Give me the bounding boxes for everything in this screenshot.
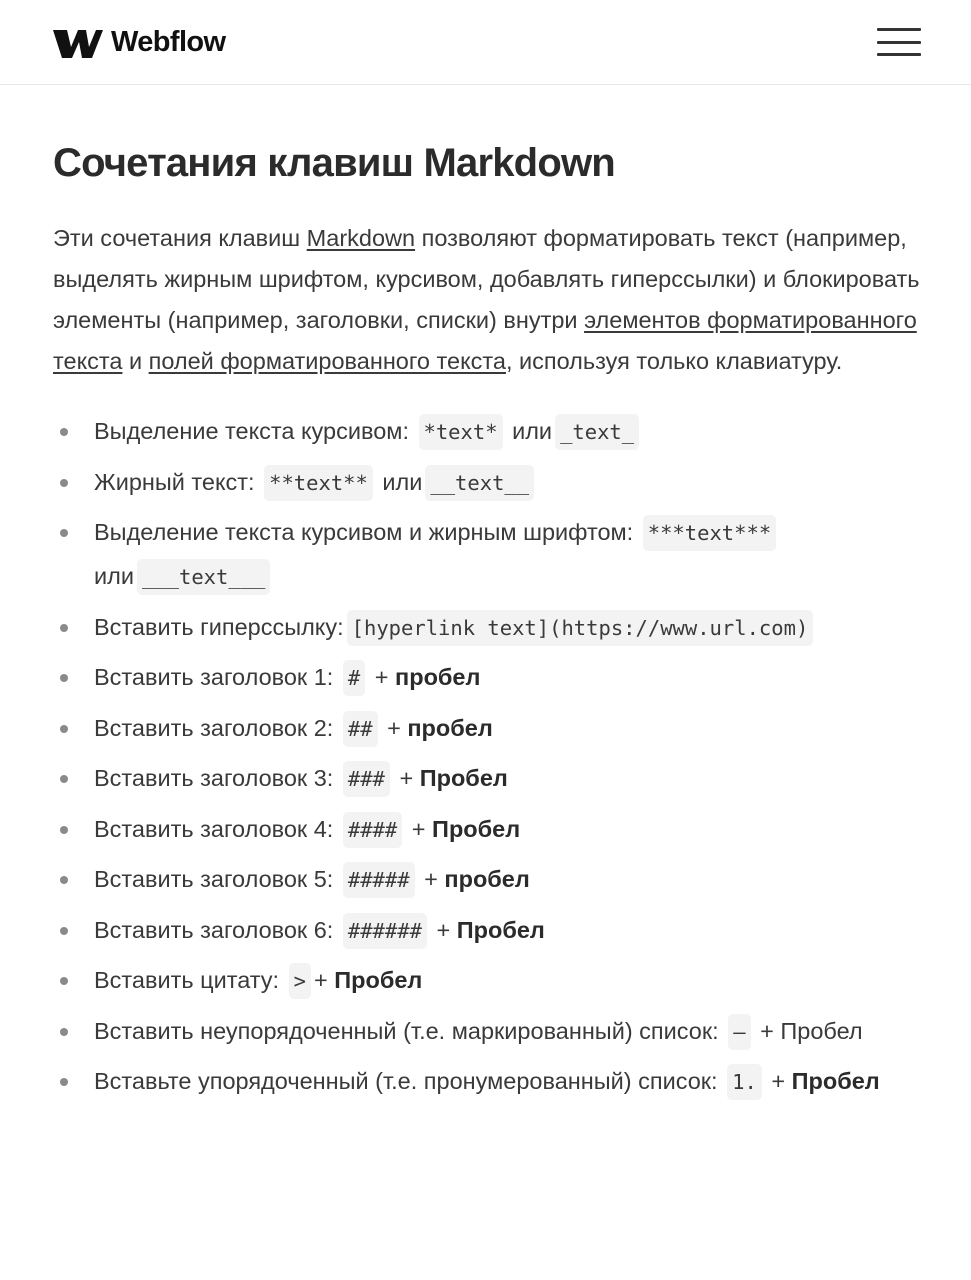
intro-text: Эти сочетания клавиш (53, 225, 307, 251)
shortcut-code: ### (343, 761, 390, 797)
webflow-logo-icon (53, 27, 103, 58)
rich-text-elements-link[interactable]: элементов форматированного текста (53, 307, 917, 374)
plus-sign: + (411, 815, 426, 842)
shortcut-code: ***text*** (643, 515, 776, 551)
top-navigation-bar (0, 0, 971, 85)
shortcut-key: Пробел (334, 967, 423, 993)
shortcut-label: Выделение текста курсивом и жирным шрифтом: (94, 519, 634, 545)
list-item (53, 1010, 920, 1054)
shortcut-code: ## (343, 711, 378, 747)
shortcut-code: **text** (264, 465, 373, 501)
intro-text: и (122, 348, 149, 374)
shortcut-code: 1. (727, 1064, 762, 1100)
plus-sign: + (399, 765, 414, 791)
plus-sign: + (760, 1017, 774, 1044)
shortcut-key: пробел (395, 664, 481, 690)
shortcut-label: Вставить гиперссылку: (94, 613, 344, 640)
shortcut-label: Вставить заголовок 6: (94, 916, 334, 943)
shortcut-label: Вставить заголовок 4: (94, 815, 334, 842)
shortcut-code: – (728, 1014, 750, 1050)
shortcut-label: Жирный текст: (94, 468, 255, 495)
shortcut-code: [hyperlink text](https://www.url.com) (347, 610, 814, 646)
intro-paragraph (53, 218, 920, 382)
list-item (53, 808, 920, 852)
shortcut-code: > (289, 963, 311, 999)
shortcut-label: Вставить заголовок 3: (94, 765, 334, 791)
article-content (0, 139, 971, 1104)
shortcut-code: ___text___ (137, 559, 270, 595)
shortcut-code: _text_ (555, 414, 639, 450)
shortcuts-list (53, 410, 920, 1104)
shortcut-key: Пробел (432, 815, 521, 842)
plus-sign: + (387, 714, 401, 741)
or-text: или (512, 418, 553, 444)
list-item (53, 1060, 920, 1104)
plus-sign: + (313, 967, 328, 993)
shortcut-code: __text__ (425, 465, 534, 501)
plus-sign: + (424, 866, 438, 892)
shortcut-key: Пробел (456, 916, 545, 943)
shortcut-label: Вставить заголовок 1: (94, 664, 334, 690)
list-item (53, 959, 920, 1003)
shortcut-key: Пробел (791, 1068, 880, 1094)
list-item (53, 858, 920, 902)
shortcut-key: пробел (444, 866, 530, 892)
list-item (53, 511, 920, 599)
list-item (53, 757, 920, 801)
plus-sign: + (436, 916, 451, 943)
shortcut-key: Пробел (780, 1017, 863, 1044)
logo-wordmark: Webflow (111, 25, 226, 58)
shortcut-label: Вставить заголовок 2: (94, 714, 334, 741)
list-item (53, 656, 920, 700)
shortcut-key: Пробел (419, 765, 508, 791)
rich-text-fields-link[interactable]: полей форматированного текста (148, 348, 506, 374)
shortcut-label: Вставить заголовок 5: (94, 866, 334, 892)
shortcut-code: # (343, 660, 365, 696)
shortcut-label: Вставить неупорядоченный (т.е. маркированный) список: (94, 1017, 719, 1044)
page-title: Сочетания клавиш Markdown (53, 141, 615, 185)
or-text: или (382, 468, 423, 495)
hamburger-menu-icon[interactable] (877, 28, 921, 56)
shortcut-label: Выделение текста курсивом: (94, 418, 409, 444)
list-item (53, 410, 920, 454)
list-item (53, 606, 920, 650)
shortcut-key: пробел (407, 714, 493, 741)
shortcut-code: ##### (343, 862, 415, 898)
intro-text: позволяют форматировать текст (например, выделять жирным шрифтом, курсивом, добавлять гиперссылки) и блокировать элементы (например, заголовки, списки) внутри (53, 225, 920, 333)
shortcut-label: Вставить цитату: (94, 967, 280, 993)
webflow-logo[interactable] (53, 26, 225, 59)
shortcut-label: Вставьте упорядоченный (т.е. пронумерованный) список: (94, 1068, 718, 1094)
plus-sign: + (374, 664, 389, 690)
shortcut-code: #### (343, 812, 402, 848)
list-item (53, 909, 920, 953)
shortcut-code: *text* (419, 414, 503, 450)
intro-text: , используя только клавиатуру. (505, 348, 843, 374)
markdown-link[interactable]: Markdown (306, 225, 416, 251)
or-text: или (94, 563, 134, 589)
list-item (53, 461, 920, 505)
plus-sign: + (771, 1068, 786, 1094)
list-item (53, 707, 920, 751)
shortcut-code: ###### (343, 913, 427, 949)
